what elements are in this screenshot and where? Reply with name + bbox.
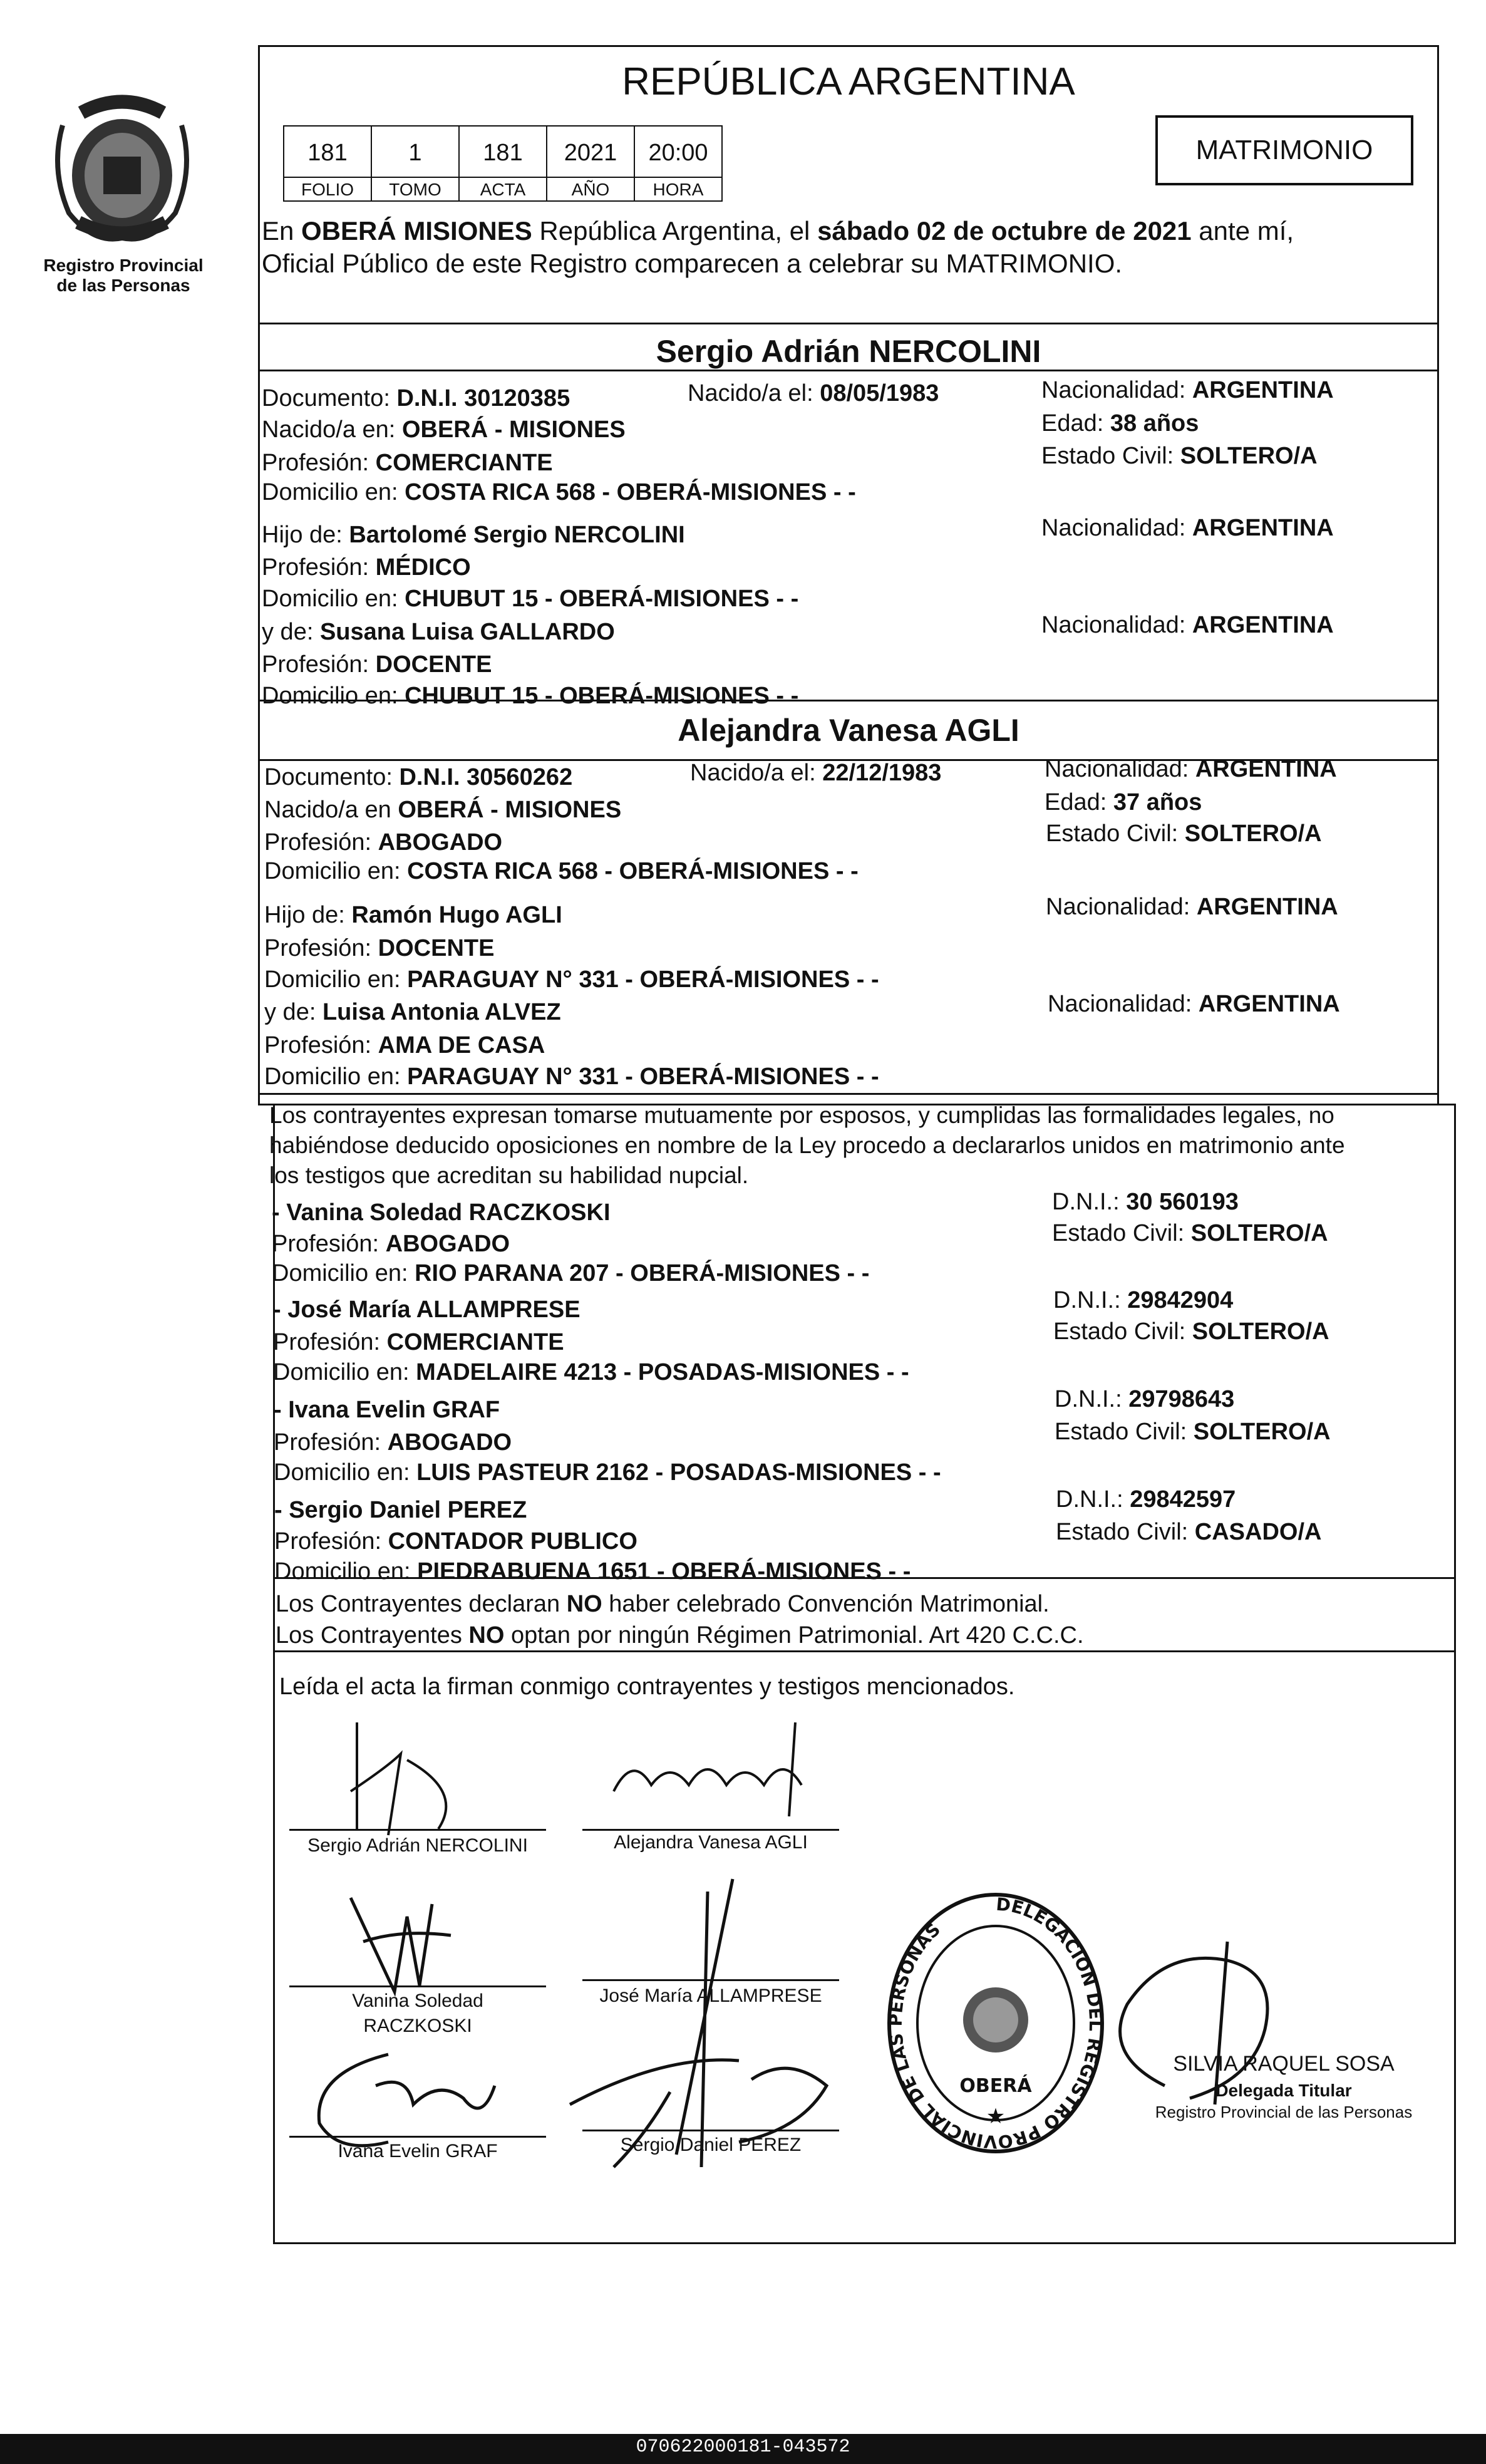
sig-label-5: Ivana Evelin GRAF: [338, 2141, 498, 2161]
convention-line2: Los Contrayentes NO optan por ningún Régimen Patrimonial. Art 420 C.C.C.: [276, 1622, 1084, 1649]
declaration-line1: Los contrayentes expresan tomarse mutuamente por esposos, y cumplidas las formalidades legales, no: [269, 1102, 1334, 1128]
seal-ring-text: DELEGACION DEL REGISTRO PROVINCIAL DE LAS PERSONAS: [885, 1893, 1107, 2153]
witness-estado: Estado Civil: SOLTERO/A: [1053, 1318, 1329, 1345]
sep-7: [273, 1650, 1456, 1652]
declaration-line3: los testigos que acreditan su habilidad nupcial.: [269, 1162, 749, 1188]
witness-estado: Estado Civil: SOLTERO/A: [1055, 1419, 1331, 1445]
registry-seal: [877, 1885, 1115, 2167]
witness-dom: Domicilio en: PIEDRABUENA 1651 - OBERÁ-MISIONES - -: [274, 1558, 911, 1585]
spouse1-father: Hijo de: Bartolomé Sergio NERCOLINI: [262, 522, 685, 548]
witness-dom: Domicilio en: LUIS PASTEUR 2162 - POSADAS-MISIONES - -: [274, 1459, 941, 1486]
spouse1-lugar: Nacido/a en: OBERÁ - MISIONES: [262, 417, 626, 443]
witness-dni: D.N.I.: 29798643: [1055, 1386, 1235, 1412]
witness-name: - Sergio Daniel PEREZ: [274, 1497, 527, 1523]
witness-prof: Profesión: CONTADOR PUBLICO: [274, 1528, 637, 1555]
official-name: SILVIA RAQUEL SOSA: [1173, 2052, 1395, 2076]
cell-folio-value: 181: [283, 125, 372, 178]
spouse1-mother-nac: Nacionalidad: ARGENTINA: [1041, 612, 1334, 638]
witness-prof: Profesión: ABOGADO: [272, 1231, 510, 1257]
convention-line1: Los Contrayentes declaran NO haber celebrado Convención Matrimonial.: [276, 1591, 1050, 1617]
cell-acta-label: ACTA: [458, 177, 547, 202]
frame-right-upper: [1437, 45, 1439, 1104]
spouse1-domicilio: Domicilio en: COSTA RICA 568 - OBERÁ-MISIONES - -: [262, 479, 856, 505]
signature-scribble-1: [313, 1716, 539, 1841]
registry-name-line1: Registro Provincial: [43, 256, 204, 275]
witness-name: - José María ALLAMPRESE: [273, 1297, 580, 1323]
spouse2-mother-prof: Profesión: AMA DE CASA: [264, 1032, 545, 1059]
spouse2-name: Alejandra Vanesa AGLI: [678, 713, 1019, 748]
frame-top: [258, 45, 1439, 47]
spouse2-mother-dom: Domicilio en: PARAGUAY N° 331 - OBERÁ-MISIONES - -: [264, 1064, 879, 1090]
signature-scribble-2: [601, 1716, 839, 1829]
sep-2: [258, 370, 1439, 371]
intro-en: En: [262, 216, 302, 246]
spouse1-father-dom: Domicilio en: CHUBUT 15 - OBERÁ-MISIONES - -: [262, 586, 799, 612]
spouse2-mother-nac: Nacionalidad: ARGENTINA: [1048, 991, 1340, 1017]
signature-scribble-5: [301, 2048, 513, 2155]
footer-code: 070622000181-043572: [636, 2436, 850, 2458]
sig-label-3a: Vanina Soledad: [352, 1990, 483, 2011]
witness-name: - Ivana Evelin GRAF: [274, 1397, 500, 1423]
intro-line2: Oficial Público de este Registro comparecen a celebrar su MATRIMONIO.: [262, 249, 1123, 278]
intro-mid: República Argentina, el: [532, 216, 818, 246]
intro-line1: [262, 216, 1294, 246]
spouse2-edad: Edad: 37 años: [1045, 789, 1202, 815]
witness-dni: D.N.I.: 30 560193: [1052, 1189, 1239, 1215]
cell-tomo-label: TOMO: [371, 177, 460, 202]
spouse2-domicilio: Domicilio en: COSTA RICA 568 - OBERÁ-MISIONES - -: [264, 858, 859, 884]
closing-text: Leída el acta la firman conmigo contrayentes y testigos mencionados.: [279, 1674, 1015, 1700]
cell-anio-label: AÑO: [546, 177, 635, 202]
witness-prof: Profesión: COMERCIANTE: [273, 1329, 564, 1355]
spouse2-profesion: Profesión: ABOGADO: [264, 829, 503, 856]
intro-date: sábado 02 de octubre de 2021: [817, 216, 1192, 246]
sep-5: [258, 1093, 1439, 1095]
witness-dom: Domicilio en: RIO PARANA 207 - OBERÁ-MISIONES - -: [272, 1260, 870, 1286]
spouse2-mother: y de: Luisa Antonia ALVEZ: [264, 999, 561, 1025]
spouse2-documento: Documento: D.N.I. 30560262: [264, 764, 573, 790]
spouse1-estado: Estado Civil: SOLTERO/A: [1041, 443, 1318, 469]
official-title: Delegada Titular: [1215, 2081, 1352, 2100]
cell-folio-label: FOLIO: [283, 177, 372, 202]
spouse1-father-nac: Nacionalidad: ARGENTINA: [1041, 515, 1334, 541]
frame-bottom: [273, 2242, 1456, 2244]
spouse2-estado: Estado Civil: SOLTERO/A: [1046, 820, 1322, 847]
sig-label-4: José María ALLAMPRESE: [599, 1985, 822, 2006]
seal-city: OBERÁ: [959, 2075, 1032, 2097]
frame-left-upper: [258, 45, 260, 1104]
spouse1-nacido: Nacido/a el: 08/05/1983: [688, 380, 939, 406]
spouse1-mother-dom: Domicilio en: CHUBUT 15 - OBERÁ-MISIONES - -: [262, 683, 799, 709]
spouse2-father-nac: Nacionalidad: ARGENTINA: [1046, 894, 1338, 920]
official-office: Registro Provincial de las Personas: [1155, 2103, 1413, 2121]
spouse1-father-prof: Profesión: MÉDICO: [262, 554, 471, 581]
province-logo: [44, 88, 200, 251]
spouse2-lugar: Nacido/a en OBERÁ - MISIONES: [264, 797, 622, 823]
sig-label-2: Alejandra Vanesa AGLI: [614, 1832, 808, 1853]
act-type-box: MATRIMONIO: [1155, 115, 1413, 185]
witness-estado: Estado Civil: CASADO/A: [1056, 1519, 1322, 1545]
signature-scribble-3: [338, 1879, 488, 2004]
sig-label-1: Sergio Adrián NERCOLINI: [307, 1835, 528, 1856]
sig-label-6: Sergio Daniel PEREZ: [620, 2135, 802, 2155]
cell-hora-value: 20:00: [634, 125, 723, 178]
country-title: REPÚBLICA ARGENTINA: [622, 60, 1075, 103]
seal-star-icon: ★: [986, 2104, 1006, 2129]
declaration-line2: habiéndose deducido oposiciones en nombre de la Ley procedo a declararlos unidos en matrimonio ante: [269, 1132, 1345, 1158]
cell-tomo-value: 1: [371, 125, 460, 178]
spouse2-father: Hijo de: Ramón Hugo AGLI: [264, 902, 562, 928]
witness-dni: D.N.I.: 29842597: [1056, 1486, 1236, 1513]
cell-acta-value: 181: [458, 125, 547, 178]
spouse2-nacido: Nacido/a el: 22/12/1983: [690, 760, 942, 786]
signature-scribble-4: [551, 1866, 852, 2192]
sig-line-2: [582, 1829, 839, 1831]
spouse2-father-prof: Profesión: DOCENTE: [264, 935, 495, 961]
spouse1-profesion: Profesión: COMERCIANTE: [262, 450, 553, 476]
spouse1-documento: Documento: D.N.I. 30120385: [262, 385, 570, 412]
intro-end: ante mí,: [1191, 216, 1294, 246]
sep-1: [258, 323, 1439, 324]
spouse2-nacionalidad: Nacionalidad: ARGENTINA: [1045, 756, 1337, 782]
spouse1-edad: Edad: 38 años: [1041, 410, 1199, 437]
spouse2-father-dom: Domicilio en: PARAGUAY N° 331 - OBERÁ-MISIONES - -: [264, 966, 879, 993]
witness-dni: D.N.I.: 29842904: [1053, 1287, 1234, 1313]
cell-hora-label: HORA: [634, 177, 723, 202]
witness-dom: Domicilio en: MADELAIRE 4213 - POSADAS-MISIONES - -: [273, 1359, 909, 1385]
cell-anio-value: 2021: [546, 125, 635, 178]
spouse1-nacionalidad: Nacionalidad: ARGENTINA: [1041, 377, 1334, 403]
witness-prof: Profesión: ABOGADO: [274, 1429, 512, 1456]
spouse1-mother-prof: Profesión: DOCENTE: [262, 651, 492, 678]
sig-label-3b: RACZKOSKI: [363, 2016, 472, 2036]
frame-right-lower: [1454, 1104, 1456, 2244]
witness-name: - Vanina Soledad RACZKOSKI: [272, 1199, 611, 1226]
registry-name-line2: de las Personas: [56, 276, 190, 295]
intro-place: OBERÁ MISIONES: [301, 216, 532, 246]
witness-estado: Estado Civil: SOLTERO/A: [1052, 1220, 1328, 1246]
spouse1-mother: y de: Susana Luisa GALLARDO: [262, 619, 615, 645]
spouse1-name: Sergio Adrián NERCOLINI: [656, 334, 1041, 369]
